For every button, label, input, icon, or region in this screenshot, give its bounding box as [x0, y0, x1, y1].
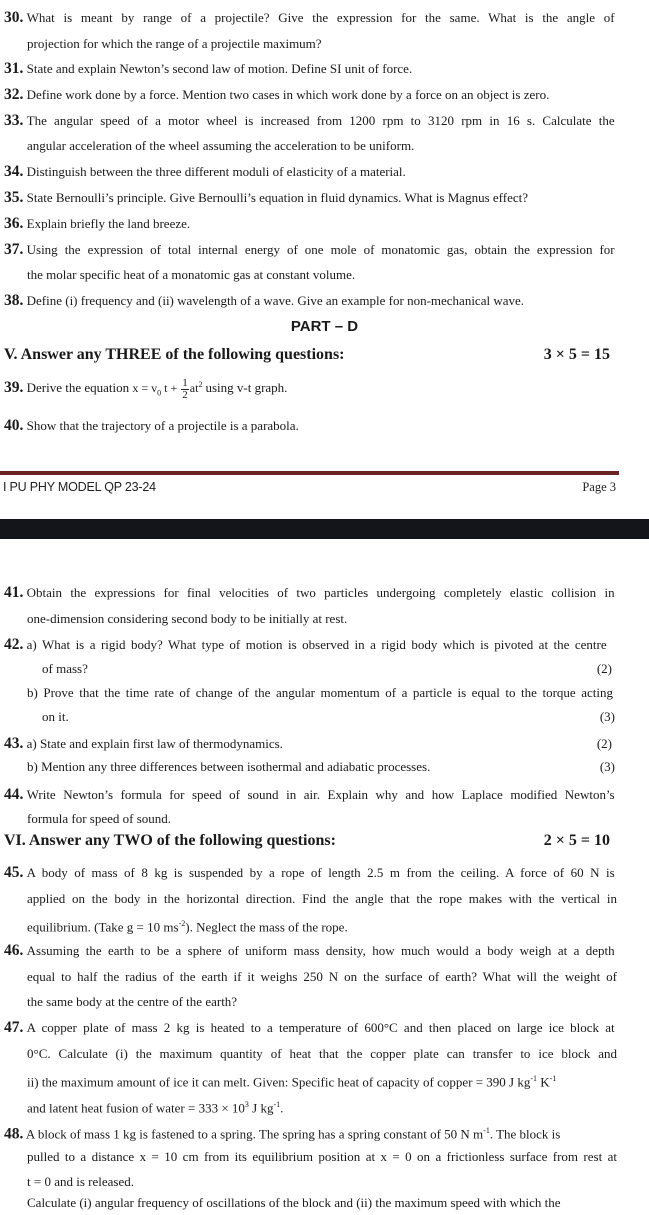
question-42a: 42. a) What is a rigid body? What type of motion is observed in a rigid body which is pivoted at the centre: [4, 636, 607, 653]
question-46-cont2: the same body at the centre of the earth?: [27, 994, 238, 1009]
question-39: 39. Derive the equation $x = v_0$ t + $\frac{1}{2}$ $at^2$ using v-t graph.: [4, 376, 288, 401]
marks-43b: (3): [599, 759, 615, 774]
question-31: 31. State and explain Newton’s second law of motion. Define SI unit of force.: [4, 60, 413, 77]
footer-rule: [0, 471, 619, 475]
question-46-cont: equal to half the radius of the earth if it weighs 250 N on the surface of earth? What will the weight of: [27, 969, 617, 984]
question-45-cont2: equilibrium. (Take g = 10 $ms^{-2}$). Neglect the mass of the rope.: [27, 919, 348, 935]
question-43a: 43. a) State and explain first law of thermodynamics.: [4, 735, 283, 752]
page-number: Page 3: [582, 480, 616, 494]
question-41-cont: one-dimension considering second body to be initially at rest.: [27, 611, 348, 626]
marks-42a: (2): [596, 661, 612, 676]
question-43b: b) Mention any three differences between isothermal and adiabatic processes.: [27, 759, 431, 774]
question-33-cont: angular acceleration of the wheel assuming the acceleration to be uniform.: [27, 138, 415, 153]
question-42a-cont: of mass?: [42, 661, 88, 676]
question-44-cont: formula for speed of sound.: [27, 811, 172, 826]
question-30-cont: projection for which the range of a projectile maximum?: [27, 36, 322, 51]
marks-43a: (2): [596, 736, 612, 751]
question-35: 35. State Bernoulli’s principle. Give Bernoulli’s equation in fluid dynamics. What is Magnus effect?: [4, 189, 528, 206]
question-48-cont3-partial: Calculate (i) angular frequency of oscillations of the block and (ii) the maximum speed with which the: [27, 1195, 561, 1210]
question-38: 38. Define (i) frequency and (ii) wavelength of a wave. Give an example for non-mechanical wave.: [4, 292, 525, 309]
question-47-cont2: ii) the maximum amount of ice it can melt. Given: Specific heat of capacity of copper = 390 J $kg^{-1}$ $K^{-1}$: [27, 1074, 557, 1090]
question-33: 33. The angular speed of a motor wheel is increased from 1200 rpm to 3120 rpm in 16 s. Calculate the: [4, 112, 615, 129]
question-41: 41. Obtain the expressions for final velocities of two particles undergoing completely elastic collision in: [4, 584, 615, 601]
question-47: 47. A copper plate of mass 2 kg is heated to a temperature of 600°C and then placed on large ice block at: [4, 1019, 615, 1036]
question-42b: b) Prove that the time rate of change of the angular momentum of a particle is equal to the torque acting: [27, 685, 613, 700]
question-44: 44. Write Newton’s formula for speed of sound in air. Explain why and how Laplace modified Newton’s: [4, 786, 615, 803]
equation: $x = v_0$ t + $\frac{1}{2}$ $at^2$: [132, 376, 203, 401]
question-48-cont2: t = 0 and is released.: [27, 1174, 134, 1189]
question-47-cont: 0°C. Calculate (i) the maximum quantity of heat that the copper plate can transfer to ice block and: [27, 1046, 617, 1061]
question-40: 40. Show that the trajectory of a projectile is a parabola.: [4, 417, 299, 434]
question-30: 30. What is meant by range of a projectile? Give the expression for the same. What is the angle of: [4, 9, 615, 26]
section-vi-header: VI. Answer any TWO of the following questions: 2 × 5 = 10: [4, 832, 610, 849]
marks-42b: (3): [599, 709, 615, 724]
page-separator: [0, 519, 649, 539]
question-48-cont: pulled to a distance x = 10 cm from its equilibrium position at x = 0 on a frictionless surface from rest at: [27, 1149, 617, 1164]
question-34: 34. Distinguish between the three different moduli of elasticity of a material.: [4, 163, 406, 180]
footer-title: I PU PHY MODEL QP 23-24: [3, 480, 156, 494]
question-46: 46. Assuming the earth to be a sphere of uniform mass density, how much would a body weigh at a depth: [4, 942, 615, 959]
question-37-cont: the molar specific heat of a monatomic gas at constant volume.: [27, 267, 356, 282]
question-37: 37. Using the expression of total internal energy of one mole of monatomic gas, obtain the expression for: [4, 241, 615, 258]
question-36: 36. Explain briefly the land breeze.: [4, 215, 191, 232]
section-v-header: V. Answer any THREE of the following questions: 3 × 5 = 15: [4, 346, 610, 363]
question-42b-cont: on it.: [42, 709, 69, 724]
question-45: 45. A body of mass of 8 kg is suspended by a rope of length 2.5 m from the ceiling. A force of 60 N is: [4, 864, 615, 881]
fraction-half: $\frac{1}{2}$: [182, 376, 188, 401]
question-47-cont3: and latent heat fusion of water = $333 \times 10^3$ J $kg^{-1}$.: [27, 1100, 284, 1116]
question-32: 32. Define work done by a force. Mention two cases in which work done by a force on an object is zero.: [4, 86, 550, 103]
question-45-cont: applied on the body in the horizontal direction. Find the angle that the rope makes with the vertical in: [27, 891, 617, 906]
part-d-title: PART – D: [290, 318, 359, 335]
question-48: 48. A block of mass 1 kg is fastened to a spring. The spring has a spring constant of 50 N $m^{-1}$. The block is: [4, 1125, 561, 1143]
